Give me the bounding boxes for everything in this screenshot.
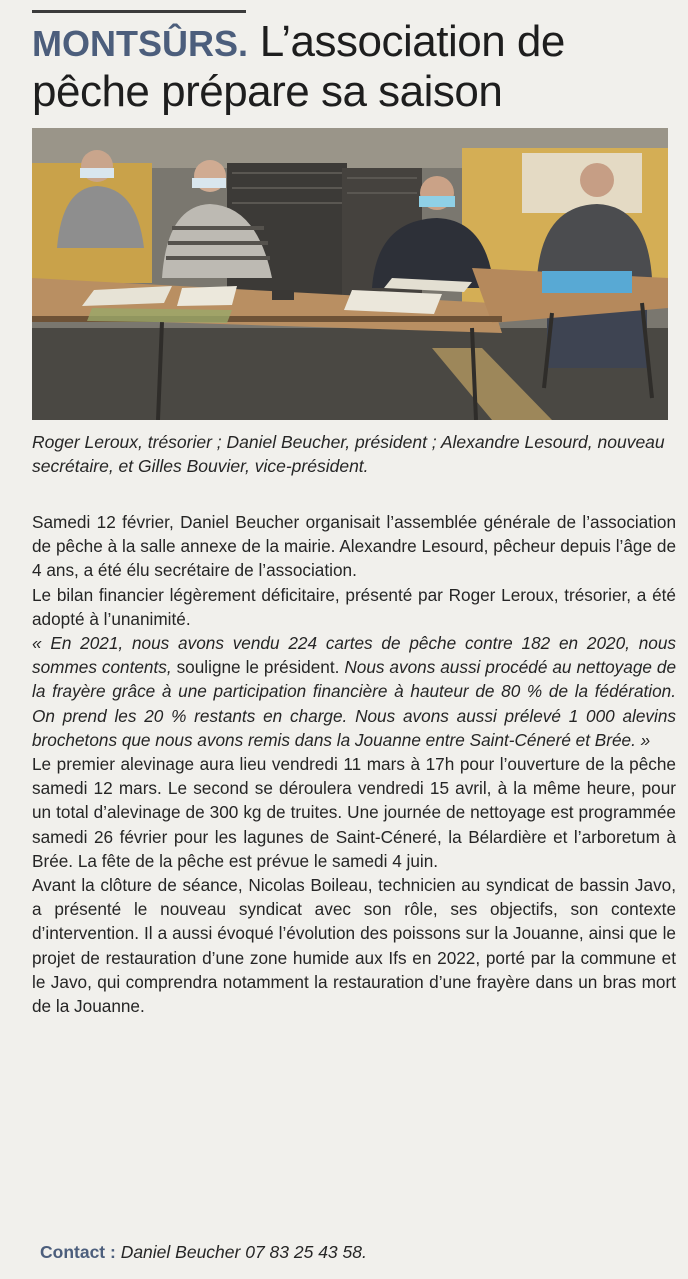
article-headline <box>32 18 672 116</box>
contact-phone: Daniel Beucher 07 83 25 43 58. <box>115 1242 367 1262</box>
quote-text: Nous avons aussi procédé au nettoyage de la frayère grâce à une participation financière à hauteur de 80 % de la fédération. On prend les 20 % restants en charge. Nous avons aussi prélevé 1 000 alevins brochetons que nous avons remis dans la Jouanne entre Saint-Céneré et Brée. » <box>32 657 677 750</box>
article-paragraph: Le premier alevinage aura lieu vendredi 11 mars à 17h pour l’ouverture de la pêche samedi 12 mars. Le second se déroulera vendredi 15 avril, à la même heure, pour un total d’alevinage de 300 kg de truites. Une journée de nettoyage est programmée samedi 26 février pour les lagunes de Saint-Céneré, la Bélardière et l’arboretum à Brée. La fête de la pêche est prévue le samedi 4 juin. <box>32 754 676 871</box>
article-photo <box>32 128 668 420</box>
quote-text: « En 2021, nous avons vendu 224 cartes de pêche contre 182 en 2020, nous sommes contents, <box>32 633 676 678</box>
article-paragraph: Samedi 12 février, Daniel Beucher organisait l’assemblée générale de l’association de pêche à la salle annexe de la mairie. Alexandre Lesourd, pêcheur depuis l’âge de 4 ans, a été élu secrétaire de l’association. <box>32 512 676 581</box>
article-title: L’association de pêche prépare sa saison <box>32 17 565 116</box>
contact-line <box>40 1240 367 1264</box>
photo-caption: Roger Leroux, trésorier ; Daniel Beucher, président ; Alexandre Lesourd, nouveau secrétaire, et Gilles Bouvier, vice-président. <box>32 432 665 476</box>
article-body <box>32 510 676 1018</box>
header-rule <box>32 10 246 13</box>
article-paragraph-quote <box>32 631 676 752</box>
attribution-text: souligne le président. <box>171 657 345 678</box>
article-paragraph: Le bilan financier légèrement déficitaire, présenté par Roger Leroux, trésorier, a été adopté à l’unanimité. <box>32 584 676 629</box>
article-location: MONTSÛRS. <box>32 23 248 64</box>
article-paragraph: Avant la clôture de séance, Nicolas Boileau, technicien au syndicat de bassin Javo, a présenté le nouveau syndicat avec son rôle, ses objectifs, son contexte d’intervention. Il a aussi évoqué l’évolution des poissons sur la Jouanne, ainsi que le projet de restauration d’une zone humide aux Ifs en 2022, porté par la commune et le Javo, qui comprendra notamment la restauration d’une frayère dans un bras mort de la Jouanne. <box>32 875 676 1017</box>
contact-label: Contact : <box>40 1242 116 1262</box>
